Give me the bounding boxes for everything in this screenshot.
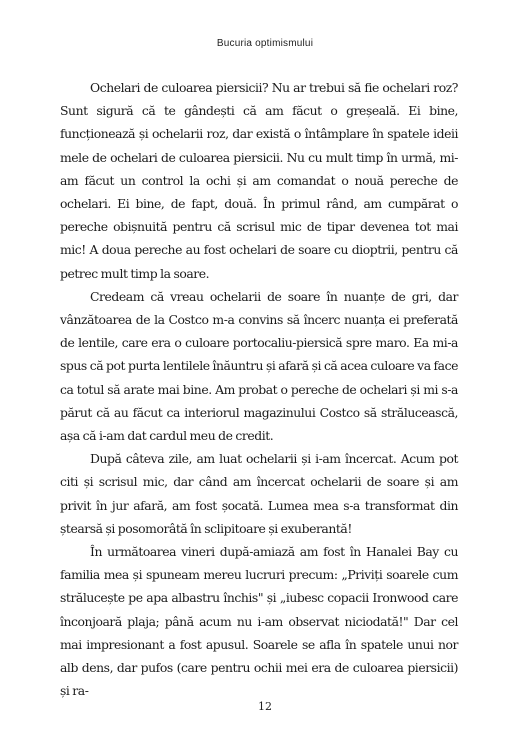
paragraph-4: În următoarea vineri după-amiază am fost în Hanalei Bay cu familia mea și spuneam mereu lucruri precum: „Priviți soarele cum strălucește pe apa albastru închis" și „iubesc copacii Ironwood care înconjoară plaja; până acum nu i-am observat niciodată!" Dar cel mai impresionant a fost apusul. Soarele se afla în spatele unui nor alb dens, dar pufos (care pentru ochii mei era de culoarea piersicii) și ra- <box>60 544 458 699</box>
paragraph-1: Ochelari de culoarea piersicii? Nu ar trebui să fie ochelari roz? Sunt sigură că te gândești că am făcut o greșeală. Ei bine, funcționează și ochelarii roz, dar există o întâmplare în spatele ideii mele de ochelari de culoarea piersicii. Nu cu mult timp în urmă, mi-am făcut un control la ochi și am comandat o nouă pereche de ochelari. Ei bine, de fapt, două. În primul rând, am cumpărat o pereche obișnuită pentru că scrisul mic de tipar devenea tot mai mic! A doua pereche au fost ochelari de soare cu dioptrii, pentru că petrec mult timp la soare. <box>60 80 458 281</box>
page-number: 12 <box>258 700 272 713</box>
running-head-title: Bucuria optimismului <box>216 38 314 49</box>
paragraph-2: Credeam că vreau ochelarii de soare în nuanțe de gri, dar vânzătoarea de la Costco m-a convins să încerc nuanța ei preferată de lentile, care era o culoare portocaliu-piersică spre maro. Ea mi-a spus că pot purta lentilele înăuntru și afară și că acea culoare va face ca totul să arate mai bine. Am probat o pereche de ochelari și mi s-a părut că au făcut ca interiorul magazinului Costco să strălucească, așa că i-am dat cardul meu de credit. <box>60 288 458 444</box>
paragraph-3: După câteva zile, am luat ochelarii și i-am încercat. Acum pot citi și scrisul mic, dar când am încercat ochelarii de soare și am privit în jur afară, am fost șocată. Lumea mea s-a transformat din ștearsă și posomorâtă în sclipitoare și exuberantă! <box>60 451 458 536</box>
body-text <box>60 76 458 702</box>
